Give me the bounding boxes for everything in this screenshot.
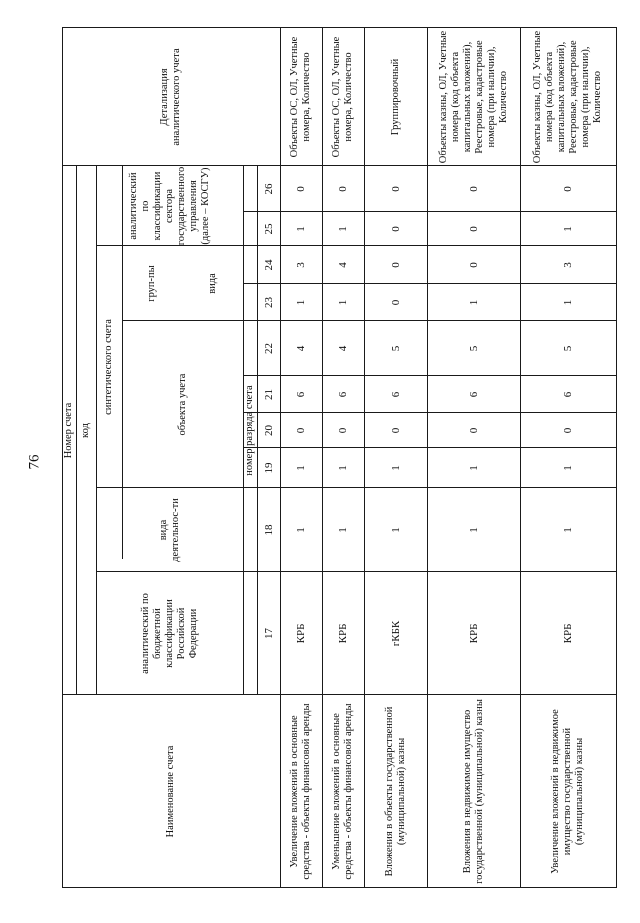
row-c22: 4 (295, 345, 307, 352)
row-c21: 6 (295, 391, 307, 398)
row-c25: 1 (295, 226, 307, 232)
row-account-name: Увеличение вложений в основные средства - объекты финансовой аренды (289, 703, 312, 880)
header-analytic-budget: аналитический по бюджетной классификации Российской Федерации (139, 593, 199, 674)
col-number: 19 (262, 462, 275, 474)
row-c25: 1 (337, 226, 349, 232)
row-c23: 1 (467, 299, 480, 306)
row-c21: 6 (389, 391, 402, 398)
row-kbk: КРБ (295, 623, 307, 644)
row-c26: 0 (562, 186, 574, 192)
col-number: 22 (262, 343, 275, 354)
header-synthetic: синтетического счета (103, 319, 114, 415)
row-c26: 0 (467, 186, 480, 192)
row-c23: 1 (562, 299, 574, 306)
header-account-number: Номер счета (63, 402, 74, 459)
header-code: код (80, 423, 91, 438)
col-number: 24 (262, 259, 275, 271)
col-number: 26 (262, 183, 275, 195)
row-detail: Объекты ОС, ОЛ, Учетные номера, Количество (331, 36, 354, 158)
col-number: 20 (262, 425, 275, 436)
row-kbk: гКБК (389, 620, 402, 647)
row-c24: 4 (337, 262, 349, 268)
row-c22: 5 (562, 345, 574, 352)
row-c19: 1 (389, 465, 402, 471)
row-c25: 0 (467, 226, 480, 232)
row-c19: 1 (295, 465, 307, 471)
row-account-name: Увеличение вложений в недвижимое имущество государственной (муниципальной) казны (550, 709, 585, 874)
row-c24: 3 (562, 262, 574, 268)
row-c21: 6 (337, 391, 349, 398)
header-activity-type: вида деятельнос-ти (157, 498, 181, 562)
row-detail: Объекты ОС, ОЛ, Учетные номера, Количество (289, 36, 312, 158)
row-c21: 6 (467, 391, 480, 398)
row-c24: 0 (467, 262, 480, 268)
account-table (62, 28, 617, 888)
row-c23: 1 (295, 299, 307, 306)
row-c26: 0 (389, 186, 402, 192)
row-c22: 4 (337, 345, 349, 352)
header-kind: вида (206, 273, 218, 294)
account-table-grid (62, 28, 617, 888)
col-number: 25 (262, 223, 275, 235)
row-c18: 1 (337, 527, 349, 533)
row-c20: 0 (389, 427, 402, 434)
col-number: 17 (262, 628, 275, 639)
row-c26: 0 (295, 186, 307, 192)
header-analytic-kosgu: аналитический по классификации сектора государственного управления (далее – КОСГУ) (127, 166, 211, 246)
page-number: 76 (26, 454, 43, 470)
row-c24: 0 (389, 262, 402, 268)
row-c23: 0 (389, 299, 402, 306)
header-account-name: Наименование счета (165, 745, 176, 838)
row-account-name: Уменьшение вложений в основные средства - объекты финансовой аренды (331, 703, 354, 880)
row-c19: 1 (562, 465, 574, 471)
row-c20: 0 (467, 427, 480, 434)
row-c22: 5 (389, 345, 402, 352)
row-c19: 1 (467, 465, 480, 471)
row-c26: 0 (337, 186, 349, 192)
row-kbk: КРБ (337, 623, 349, 644)
row-c20: 0 (295, 427, 307, 434)
row-c18: 1 (562, 527, 574, 533)
row-c21: 6 (562, 391, 574, 398)
col-number: 18 (262, 524, 275, 536)
row-c19: 1 (337, 465, 349, 471)
col-number: 23 (262, 297, 275, 308)
row-c20: 0 (337, 427, 349, 434)
row-detail: Группировочный (389, 58, 401, 136)
row-c22: 5 (467, 345, 480, 352)
row-account-name: Вложения в объекты государственной (муниципальной) казны (383, 706, 407, 877)
row-kbk: КРБ (467, 623, 480, 644)
col-number: 21 (262, 389, 275, 400)
row-detail: Объекты казны, ОЛ, Учетные номера (код объекта капитальных вложений), Реестровые, кадастровые номера (при наличии), Количество (437, 30, 509, 164)
header-digit-position: номер разряда счета (244, 385, 255, 476)
row-c25: 1 (562, 226, 574, 232)
row-c23: 1 (337, 299, 349, 306)
row-c24: 3 (295, 262, 307, 268)
row-account-name: Вложения в недвижимое имущество государственной (муниципальной) казны (461, 699, 485, 884)
row-kbk: КРБ (562, 623, 574, 644)
row-c18: 1 (389, 527, 402, 533)
header-detail: Детализация аналитического учета (159, 48, 182, 146)
row-c18: 1 (295, 527, 307, 533)
row-c20: 0 (562, 427, 574, 434)
header-group: груп-пы (146, 265, 157, 302)
row-c18: 1 (467, 527, 480, 533)
header-account-object: объекта учета (176, 373, 188, 436)
row-detail: Объекты казны, ОЛ, Учетные номера (код объекта капитальных вложений), Реестровые, кадастровые номера (при наличии), Количество (532, 30, 603, 164)
row-c25: 0 (389, 226, 402, 232)
